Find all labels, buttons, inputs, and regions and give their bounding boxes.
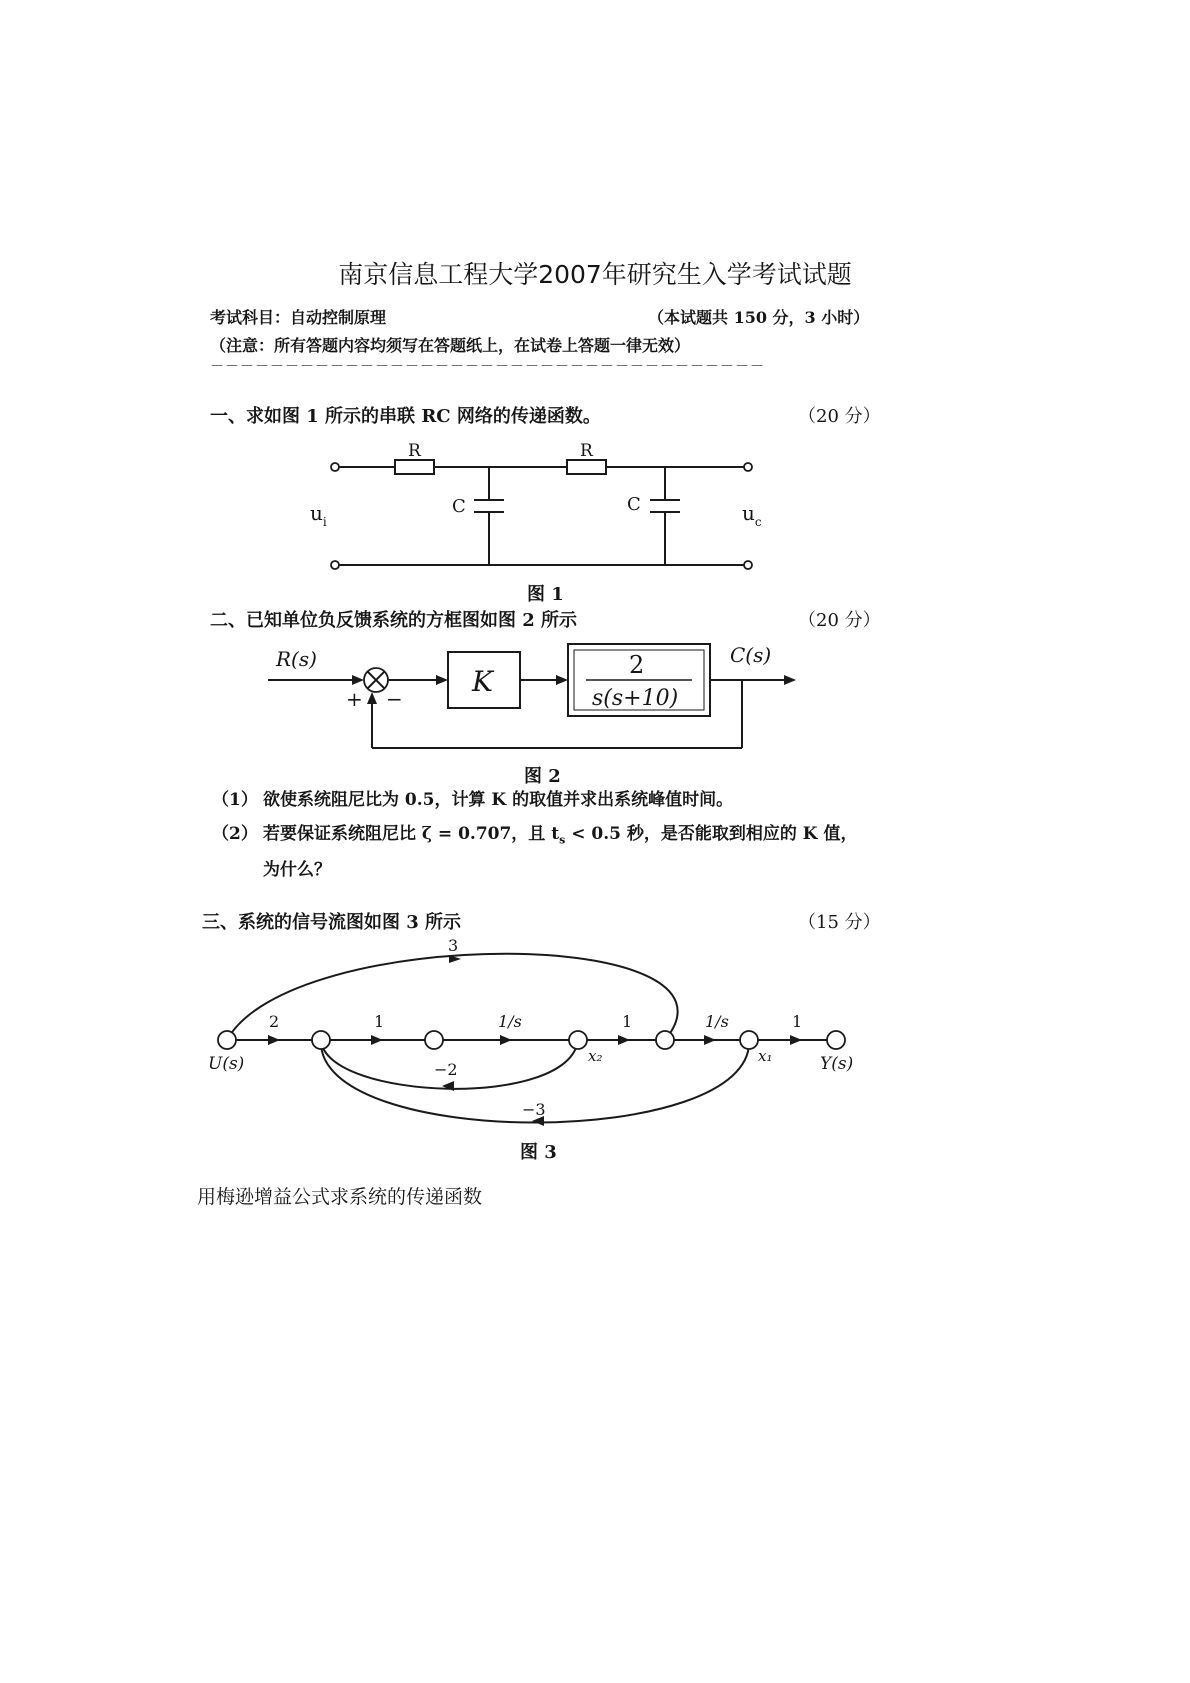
capacitor-1-label: C [452, 496, 466, 517]
output-voltage-label: u [742, 501, 755, 525]
question-2-text: 二、已知单位负反馈系统的方框图如图 2 所示 [210, 610, 578, 631]
terminal-out-top [744, 463, 752, 471]
figure-2-block-diagram [268, 638, 808, 758]
node-input-label: U(s) [208, 1054, 245, 1074]
figure-1-caption: 图 1 [527, 584, 564, 605]
node-x1 [740, 1031, 758, 1049]
node-output-label: Y(s) [820, 1054, 854, 1074]
exam-subject: 考试科目：自动控制原理 [210, 308, 387, 327]
exam-title: 南京信息工程大学2007年研究生入学考试试题 [338, 260, 852, 289]
input-signal-label: R(s) [276, 647, 317, 671]
question-2-points: （20 分） [798, 610, 881, 631]
svg-text:ui [310, 501, 327, 529]
gain-loop-outer: −3 [522, 1100, 546, 1119]
gain-branch-4: 1 [622, 1012, 633, 1031]
input-voltage-subscript: i [322, 515, 327, 529]
question-2-part-2-number: （2） [212, 824, 258, 844]
branch-arc-3 [227, 954, 678, 1040]
node-x1-label: x₁ [758, 1047, 773, 1065]
exam-notice: （注意：所有答题内容均须写在答题纸上，在试卷上答题一律无效） [210, 336, 691, 355]
node-output [827, 1031, 845, 1049]
question-2-part-2-text: 若要保证系统阻尼比 ζ = 0.707，且 $t_s < 0.5$ 秒，是否能取到相应的 K 值， [263, 824, 858, 847]
node-x2 [569, 1031, 587, 1049]
resistor-1 [395, 460, 434, 474]
transfer-numerator: 2 [629, 651, 645, 679]
gain-branch-1: 2 [269, 1012, 280, 1031]
gain-branch-3: 1/s [498, 1012, 522, 1031]
question-2-part-1-number: （1） [212, 790, 258, 810]
resistor-2 [567, 460, 606, 474]
header-divider: －－－－－－－－－－－－－－－－－－－－－－－－－－－－－－－－－－－－－ [210, 360, 765, 374]
gain-branch-5: 1/s [705, 1012, 729, 1031]
gain-branch-2: 1 [374, 1012, 385, 1031]
settling-time-subscript: s [559, 833, 566, 847]
question-1-text: 一、求如图 1 所示的串联 RC 网络的传递函数。 [210, 406, 601, 427]
node-5 [656, 1031, 674, 1049]
question-2-part-2-continuation: 为什么？ [263, 860, 331, 880]
gain-arc-forward: 3 [448, 936, 459, 955]
terminal-out-bottom [744, 561, 752, 569]
question-2-part-1-text: 欲使系统阻尼比为 0.5，计算 K 的取值并求出系统峰值时间。 [263, 790, 734, 810]
question-3-points: （15 分） [798, 912, 881, 933]
gain-branch-6: 1 [792, 1012, 803, 1031]
output-voltage-subscript: c [754, 515, 762, 529]
figure-2-caption: 图 2 [524, 766, 561, 787]
node-2 [312, 1031, 330, 1049]
output-signal-label: C(s) [730, 643, 772, 667]
node-x2-label: x₂ [588, 1047, 603, 1065]
gain-loop-inner: −2 [434, 1060, 458, 1079]
exam-total-points: （本试题共 150 分，3 小时） [648, 308, 870, 327]
figure-3-signal-flow-graph [200, 935, 880, 1135]
resistor-1-label: R [408, 441, 421, 461]
node-3 [425, 1031, 443, 1049]
terminal-in-bottom [331, 561, 339, 569]
capacitor-2-label: C [627, 494, 641, 515]
figure-1-rc-network [310, 440, 770, 570]
svg-text:uc [742, 501, 762, 529]
question-3-text: 三、系统的信号流图如图 3 所示 [202, 912, 462, 933]
gain-label: K [472, 665, 493, 698]
minus-sign: − [386, 687, 403, 711]
closing-instruction: 用梅逊增益公式求系统的传递函数 [197, 1186, 483, 1208]
figure-3-caption: 图 3 [520, 1142, 557, 1163]
transfer-denominator: s(s+10) [592, 686, 679, 711]
plus-sign: + [346, 687, 363, 711]
input-voltage-label: u [310, 501, 323, 525]
terminal-in-top [331, 463, 339, 471]
question-1-points: （20 分） [798, 406, 881, 427]
node-input [218, 1031, 236, 1049]
resistor-2-label: R [580, 441, 593, 461]
